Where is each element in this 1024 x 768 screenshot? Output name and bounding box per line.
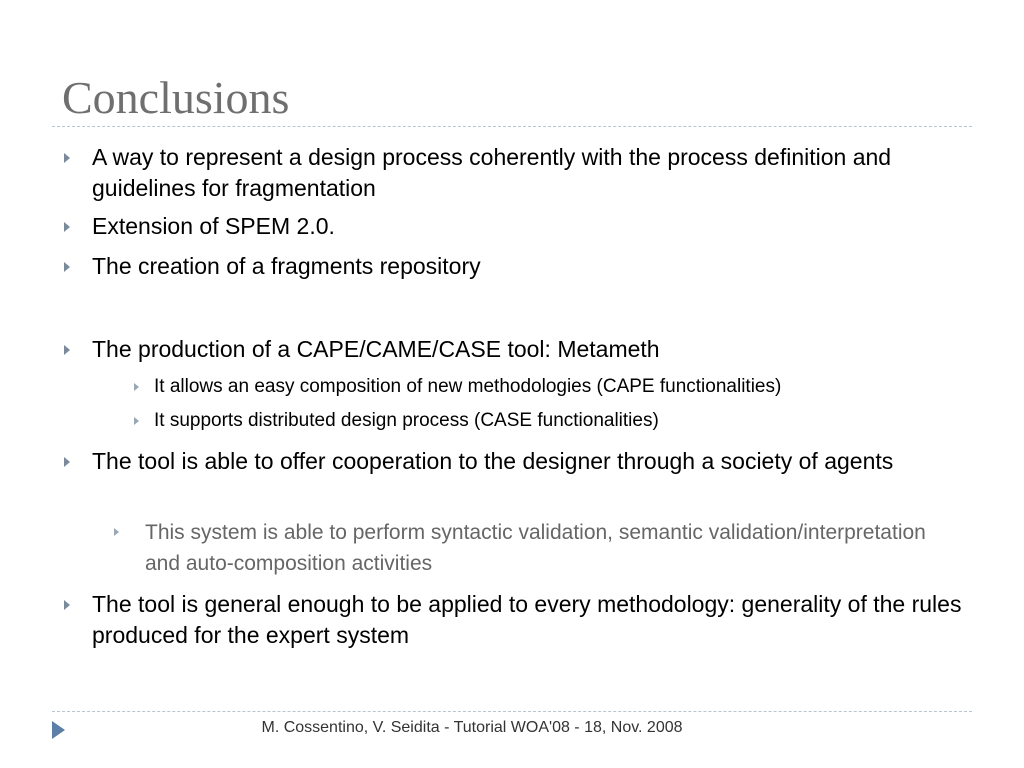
bullet-item: The tool is general enough to be applied to every methodology: generality of the rules produced for the expert system xyxy=(92,591,962,648)
bullet-arrow-icon xyxy=(64,345,70,355)
bullet-item: Extension of SPEM 2.0. xyxy=(92,213,335,239)
sub-bullet-arrow-icon xyxy=(134,417,139,425)
bullet-arrow-icon xyxy=(64,457,70,467)
bullet-arrow-icon xyxy=(64,600,70,610)
bullet-arrow-icon xyxy=(64,222,70,232)
slide-title: Conclusions xyxy=(62,72,290,123)
footer-text: M. Cossentino, V. Seidita - Tutorial WOA'08 - 18, Nov. 2008 xyxy=(261,719,683,736)
title-divider xyxy=(52,126,972,127)
sub-bullet-item: It allows an easy composition of new methodologies (CAPE functionalities) xyxy=(154,376,782,397)
sub-bullet-arrow-icon xyxy=(114,528,119,536)
bullet-item: The creation of a fragments repository xyxy=(92,253,481,279)
bullet-item: The production of a CAPE/CAME/CASE tool: Metameth xyxy=(92,336,660,362)
third-level-item: This system is able to perform syntactic validation, semantic validation/interpretation and auto-composition activities xyxy=(145,521,926,575)
footer-divider xyxy=(52,711,972,712)
bullet-arrow-icon xyxy=(64,153,70,163)
sub-bullet-arrow-icon xyxy=(134,383,139,391)
bullet-item: The tool is able to offer cooperation to the designer through a society of agents xyxy=(92,448,894,474)
sub-bullet-item: It supports distributed design process (CASE functionalities) xyxy=(154,410,659,431)
bullet-arrow-icon xyxy=(64,262,70,272)
bullet-item: A way to represent a design process coherently with the process definition and guidelines for fragmentation xyxy=(92,144,892,201)
